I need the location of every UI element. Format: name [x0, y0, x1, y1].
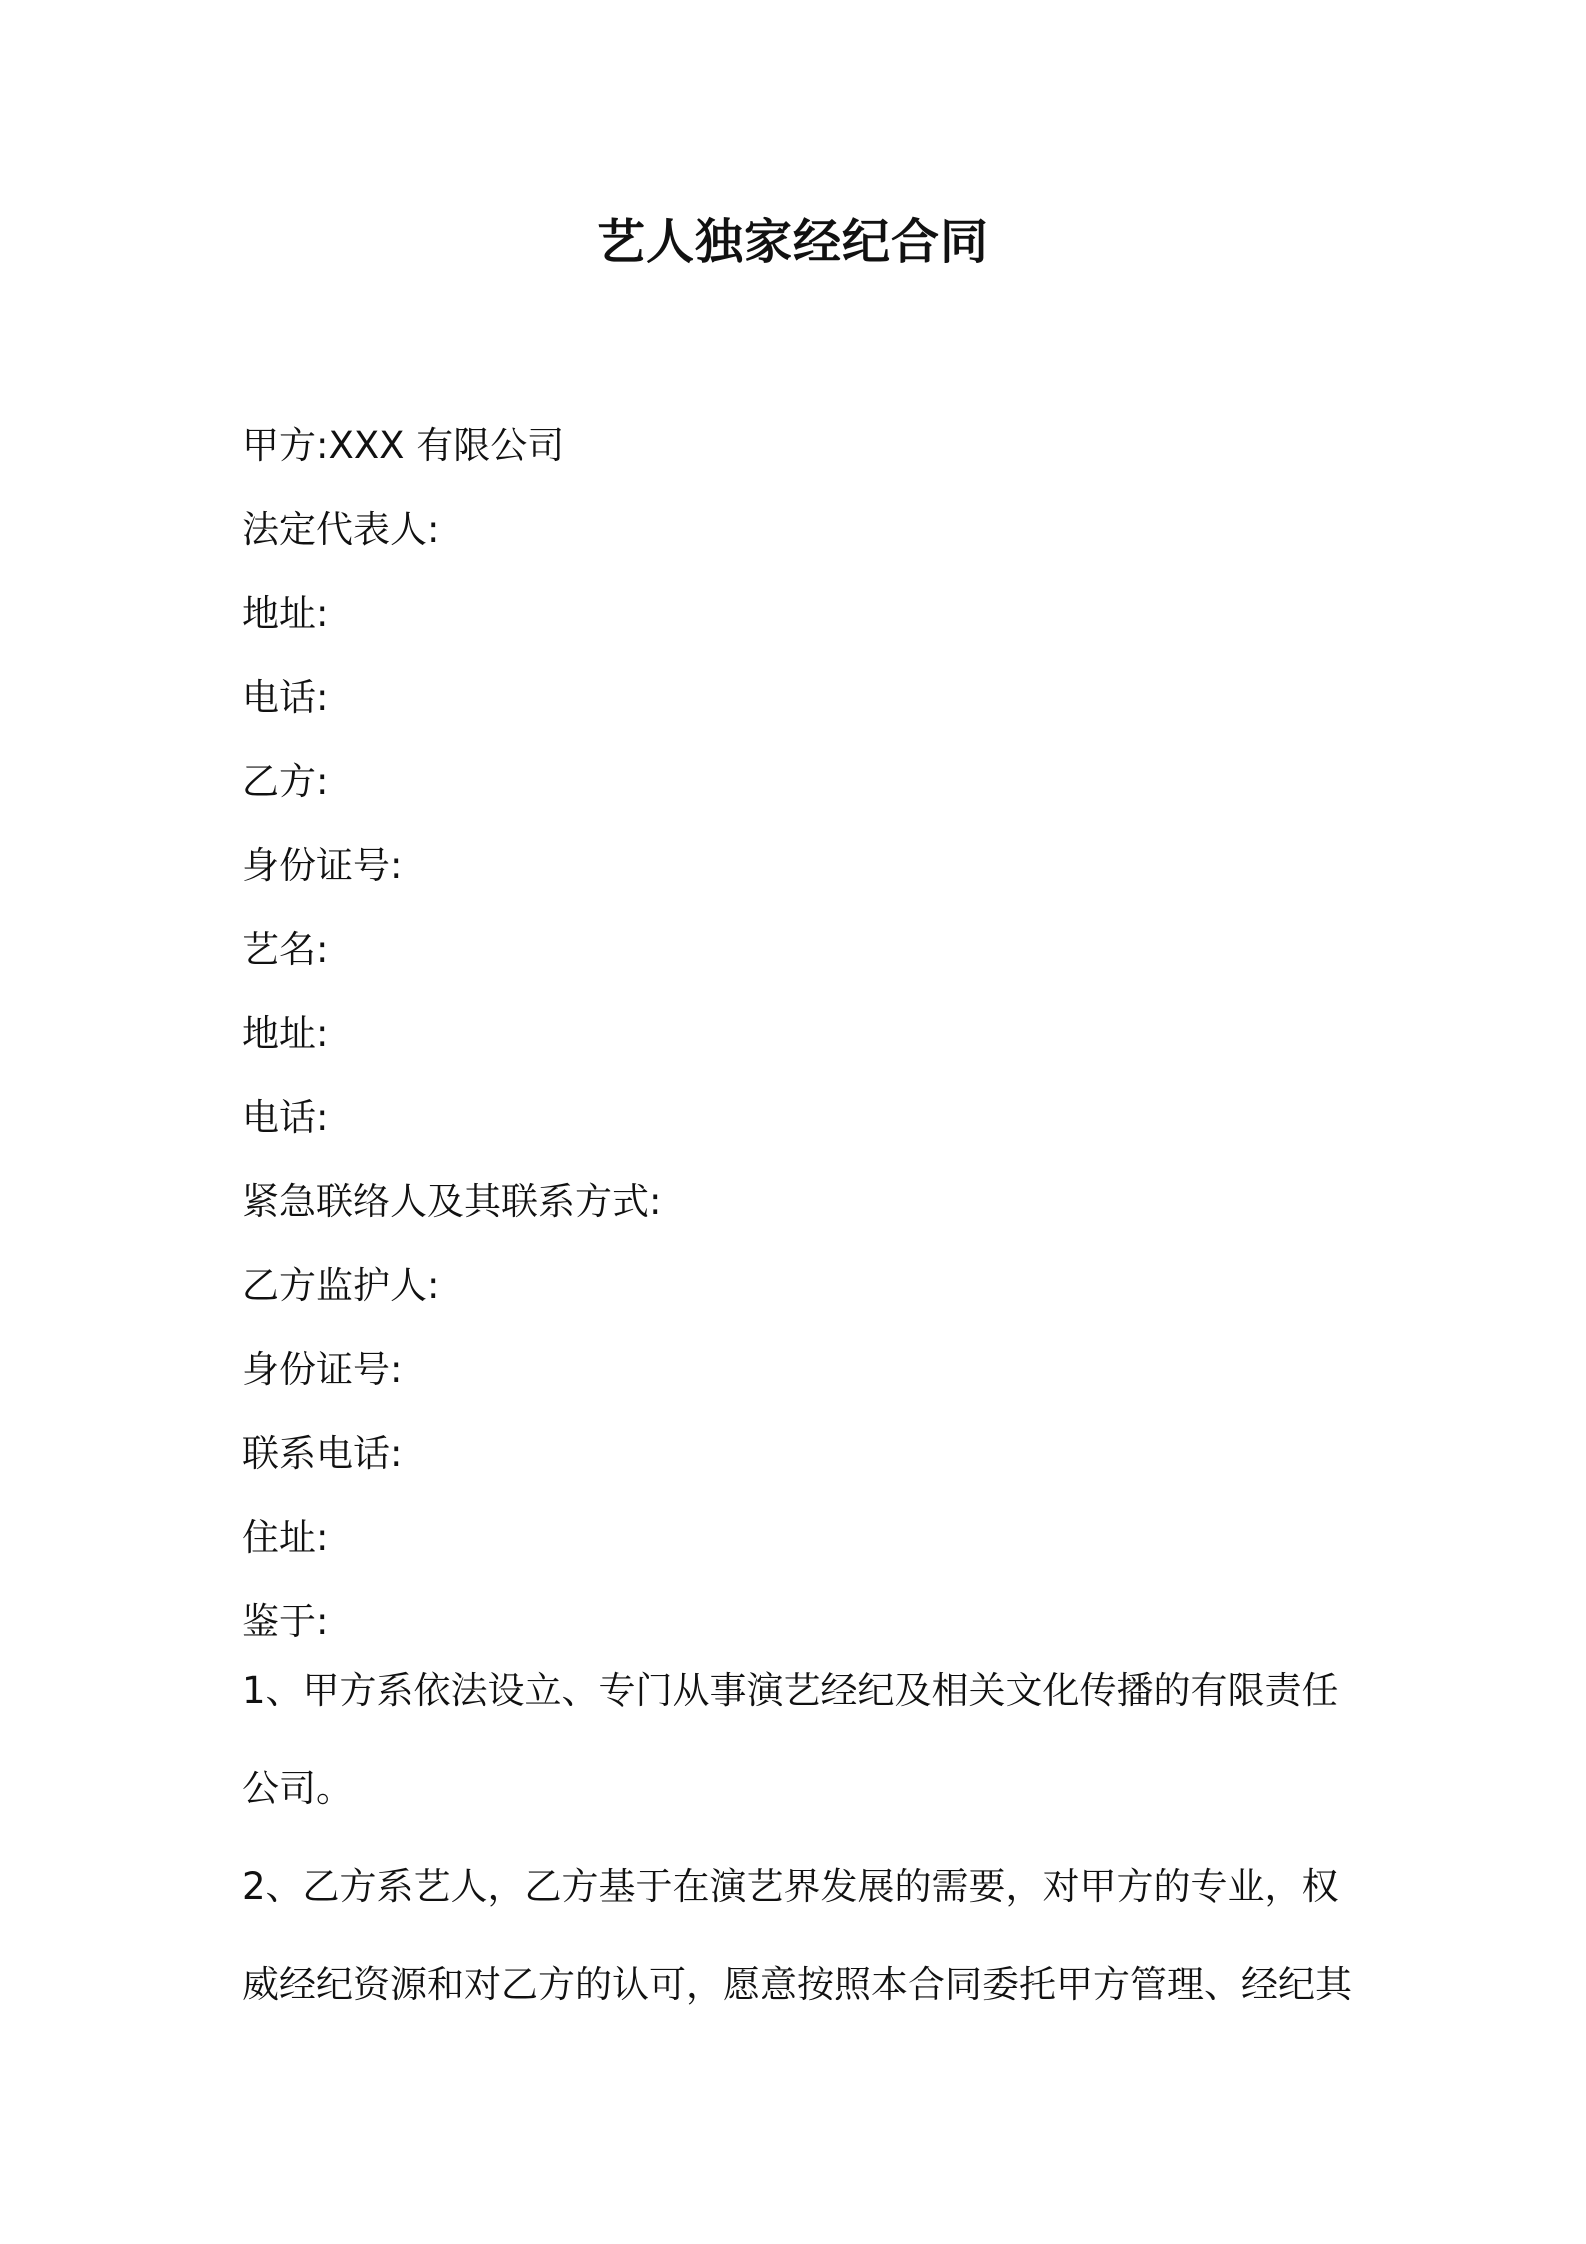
- recital-paragraph-1: 1、甲方系依法设立、专门从事演艺经纪及相关文化传播的有限责任公司。: [242, 1669, 1339, 1810]
- field-emergency-contact: 紧急联络人及其联系方式:: [242, 1180, 662, 1223]
- field-party-a: 甲方:XXX 有限公司: [242, 424, 565, 467]
- field-party-b-id-number: 身份证号:: [242, 844, 403, 887]
- field-guardian-residence: 住址:: [242, 1516, 329, 1559]
- field-party-a-phone: 电话:: [242, 676, 329, 719]
- field-whereas: 鉴于:: [242, 1600, 329, 1643]
- recitals: [242, 1642, 1352, 2034]
- field-party-b: 乙方:: [242, 760, 329, 803]
- field-party-b-address: 地址:: [242, 1012, 329, 1055]
- recital-paragraph-2: 2、乙方系艺人，乙方基于在演艺界发展的需要，对甲方的专业，权威经纪资源和对乙方的认可，愿意按照本合同委托甲方管理、经纪其: [242, 1865, 1352, 2006]
- document-title: 艺人独家经纪合同: [596, 214, 989, 270]
- field-guardian-phone: 联系电话:: [242, 1432, 403, 1475]
- field-party-a-address: 地址:: [242, 592, 329, 635]
- party-info-list: [242, 404, 1362, 1664]
- field-stage-name: 艺名:: [242, 928, 329, 971]
- field-guardian-id-number: 身份证号:: [242, 1348, 403, 1391]
- field-legal-representative: 法定代表人:: [242, 508, 440, 551]
- field-guardian: 乙方监护人:: [242, 1264, 440, 1307]
- field-party-b-phone: 电话:: [242, 1096, 329, 1139]
